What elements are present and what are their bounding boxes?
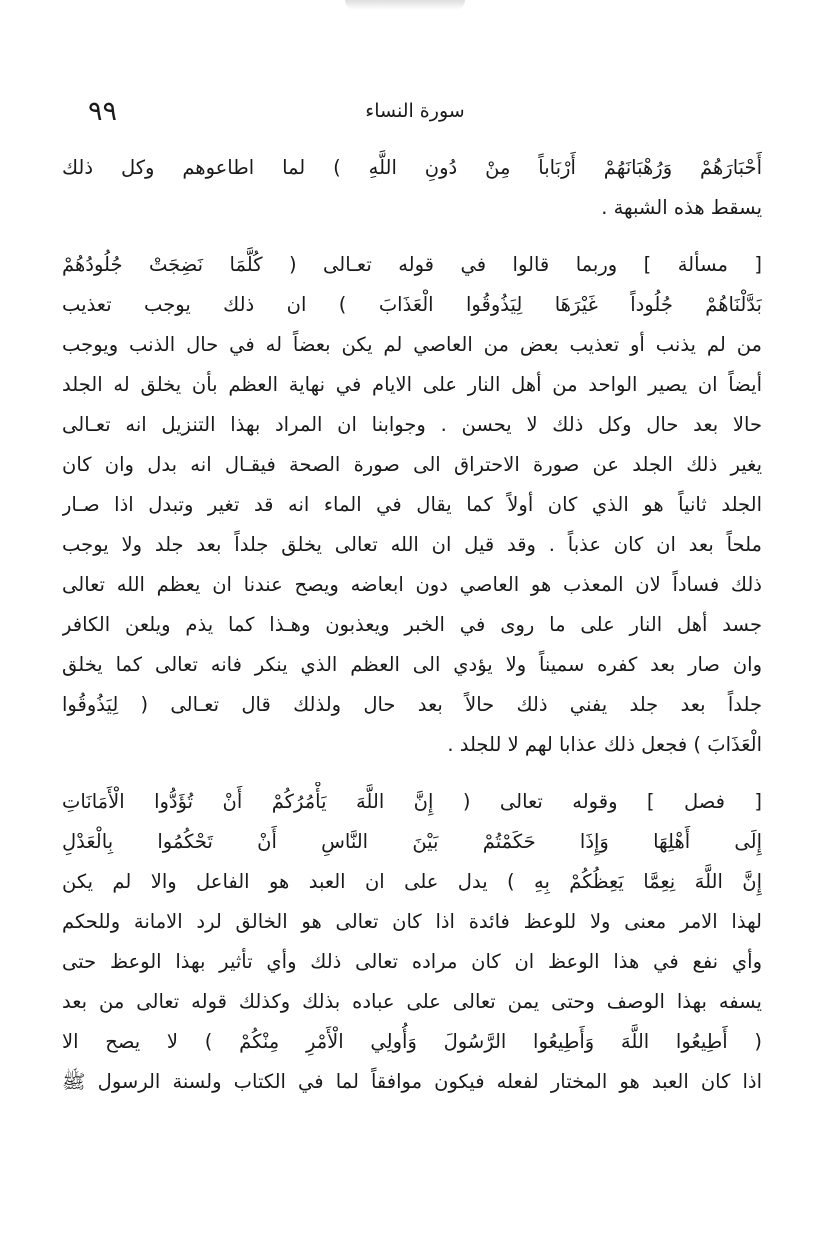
running-title: سورة النساء xyxy=(365,100,465,122)
text-line: أَحْبَارَهُمْ وَرُهْبَانَهُمْ أَرْبَاباً مِنْ دُونِ اللَّهِ ) لما اطاعوهم وكل ذلك xyxy=(62,156,762,179)
text-line: [ فصل ] وقوله تعالى ( إِنَّ اللَّهَ يَأْمُرُكُمْ أَنْ تُؤَدُّوا الْأَمَانَاتِ xyxy=(62,790,762,813)
text-line: إِلَى أَهْلِهَا وَإِذَا حَكَمْتُمْ بَيْنَ النَّاسِ أَنْ تَحْكُمُوا بِالْعَدْلِ xyxy=(62,830,762,853)
text-line: وأي نفع في هذا الوعظ ان كان مراده تعالى ذلك وأي تأثير بهذا الوعظ حتى xyxy=(62,950,762,973)
text-line: اذا كان العبد هو المختار لفعله فيكون موافقاً لما في الكتاب ولسنة الرسول ﷺ xyxy=(62,1070,762,1093)
text-line: وان صار بعد كفره سميناً ولا يؤدي الى العظم الذي ينكر فانه تعالى كما يخلق xyxy=(62,653,762,676)
text-line: ذلك فساداً لان المعذب هو العاصي دون ابعاضه ويصح عندنا ان يعظم الله تعالى xyxy=(62,573,762,596)
text-line: إِنَّ اللَّهَ نِعِمَّا يَعِظُكُمْ بِهِ ) يدل على ان العبد هو الفاعل والا لم يكن xyxy=(62,870,762,893)
text-line: لهذا الامر معنى ولا للوعظ فائدة اذا كان تعالى هو الخالق لرد الامانة وللحكم xyxy=(62,910,762,933)
text-line: ملحاً بعد ان كان عذباً . وقد قيل ان الله تعالى يخلق جلداً بعد جلد ولا يوجب xyxy=(62,533,762,556)
text-line: الْعَذَابَ ) فجعل ذلك عذابا لهم لا للجلد . xyxy=(447,733,762,756)
text-line: يغير ذلك الجلد عن صورة الاحتراق الى صورة الصحة فيقـال انه بدل وان كان xyxy=(62,453,762,476)
scan-top-mark xyxy=(345,0,465,10)
text-line: بَدَّلْنَاهُمْ جُلُوداً غَيْرَهَا لِيَذُوقُوا الْعَذَابَ ) ان ذلك يوجب تعذيب xyxy=(62,293,762,316)
text-line: جسد أهل النار على ما روى في الخبر ويعذبون وهـذا كما يذم ويلعن الكافر xyxy=(62,613,762,636)
text-line: من لم يذنب أو تعذيب بعض من العاصي لم يكن بعضاً له في حال الذنب ويوجب xyxy=(62,333,762,356)
text-line: ( أَطِيعُوا اللَّهَ وَأَطِيعُوا الرَّسُولَ وَأُولِي الْأَمْرِ مِنْكُمْ ) لا يصح الا xyxy=(62,1030,762,1053)
text-line: يسقط هذه الشبهة . xyxy=(601,196,762,219)
page-body xyxy=(62,148,762,1102)
paragraph-gap xyxy=(62,765,762,782)
text-line: حالا بعد حال وكل ذلك لا يحسن . وجوابنا ان المراد بهذا التنزيل انه تعـالى xyxy=(62,413,762,436)
text-line: أيضاً ان يصير الواحد من أهل النار على الايام في نهاية العظم بأن يخلق له الجلد xyxy=(62,373,762,396)
text-line: [ مسألة ] وربما قالوا في قوله تعـالى ( كُلَّمَا نَضِجَتْ جُلُودُهُمْ xyxy=(62,253,762,276)
text-line: جلداً بعد جلد يفني ذلك حالاً بعد حال ولذلك قال تعـالى ( لِيَذُوقُوا xyxy=(62,693,762,716)
text-line: الجلد ثانياً هو الذي كان أولاً كما يقال في الماء انه قد تغير وتبدل اذا صـار xyxy=(62,493,762,516)
text-line: يسفه بهذا الوصف وحتى يمن تعالى على عباده بذلك وكذلك قوله تعالى من بعد xyxy=(62,990,762,1013)
paragraph-gap xyxy=(62,228,762,245)
page-header xyxy=(60,96,770,136)
page-number: ٩٩ xyxy=(88,96,118,127)
